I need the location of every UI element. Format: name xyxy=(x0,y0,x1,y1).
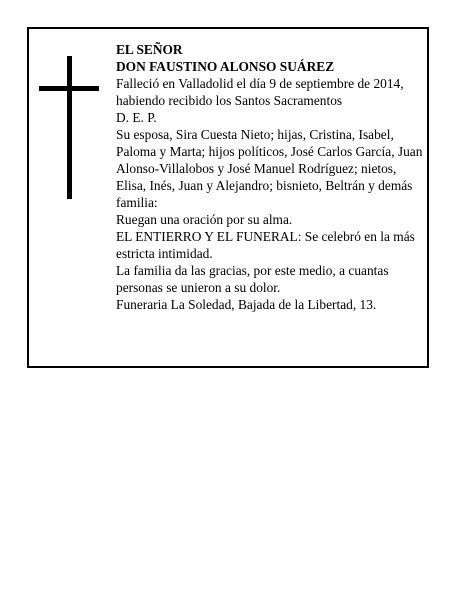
funeral-info: EL ENTIERRO Y EL FUNERAL: Se celebró en la más estricta intimidad. xyxy=(116,229,415,261)
latin-cross-icon xyxy=(39,56,99,199)
cross-horizontal-bar xyxy=(39,86,99,91)
prayer-request: Ruegan una oración por su alma. xyxy=(116,212,293,227)
obituary-text xyxy=(116,41,424,313)
death-announcement: Falleció en Valladolid el día 9 de septiembre de 2014, habiendo recibido los Santos Sacramentos xyxy=(116,76,404,108)
notice-title-line-1: EL SEÑOR xyxy=(116,42,183,57)
obituary-notice-frame xyxy=(27,27,429,368)
notice-title-line-2: DON FAUSTINO ALONSO SUÁREZ xyxy=(116,59,335,74)
thanks-note: La familia da las gracias, por este medio, a cuantas personas se unieron a su dolor. xyxy=(116,263,389,295)
funeral-home: Funeraria La Soledad, Bajada de la Libertad, 13. xyxy=(116,297,377,312)
cross-vertical-bar xyxy=(67,56,72,199)
family-list: Su esposa, Sira Cuesta Nieto; hijas, Cristina, Isabel, Paloma y Marta; hijos políticos, José Carlos García, Juan Alonso-Villalobos y José Manuel Rodríguez; nietos, Elisa, Inés, Juan y Alejandro; bisnieto, Beltrán y demás familia: xyxy=(116,127,423,210)
dep-line: D. E. P. xyxy=(116,110,157,125)
